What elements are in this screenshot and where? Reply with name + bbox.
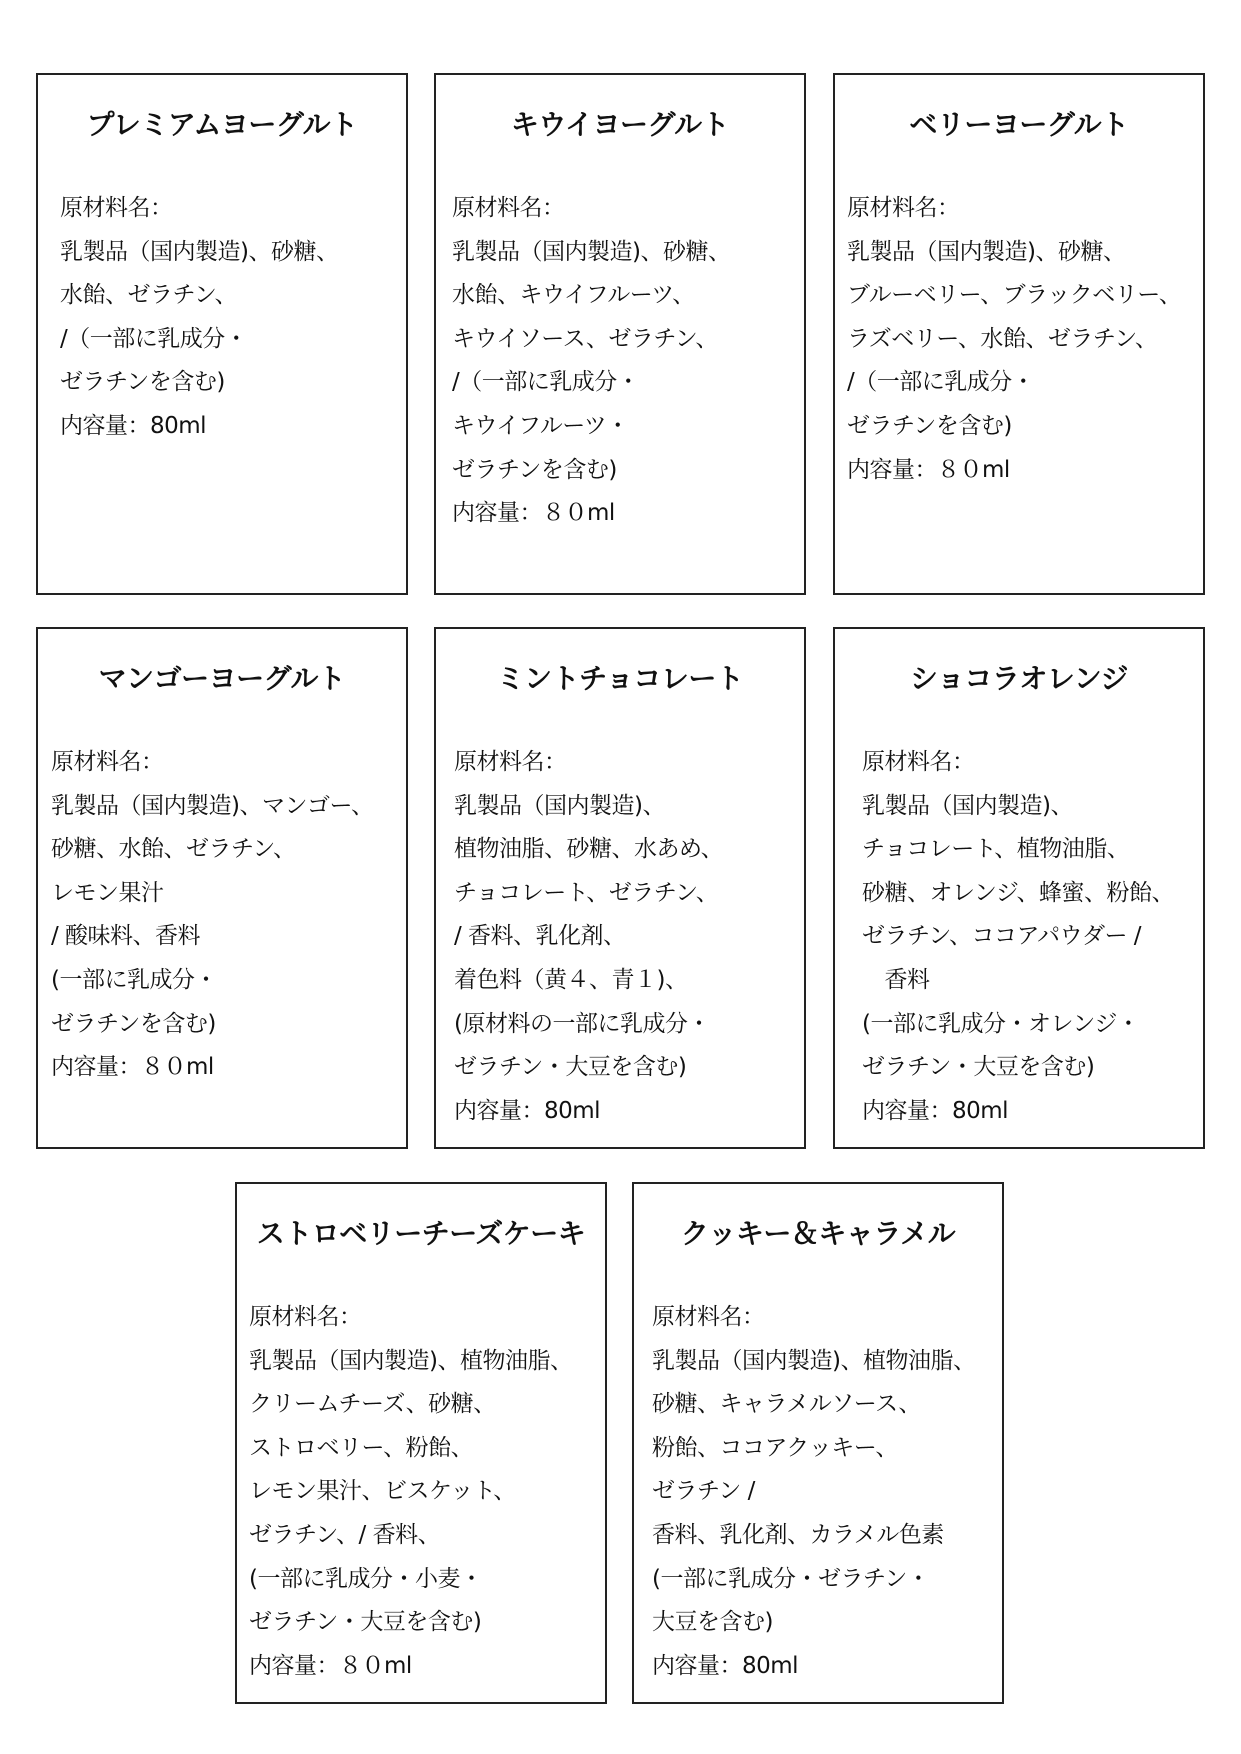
- ingredient-line: 乳製品（国内製造)、: [862, 792, 1073, 819]
- ingredient-line: 原材料名：: [452, 195, 565, 221]
- ingredient-line: (一部に乳成分・オレンジ・: [862, 1010, 1140, 1037]
- card-title: ストロベリーチーズケーキ: [256, 1217, 586, 1250]
- ingredient-line: ゼラチン、ココアパウダー /: [862, 923, 1142, 950]
- ingredient-line: /（一部に乳成分・: [452, 369, 640, 396]
- ingredient-line: 水飴、ゼラチン、: [60, 282, 238, 309]
- ingredient-line: 乳製品（国内製造)、植物油脂、: [249, 1347, 573, 1374]
- card-title: ベリーヨーグルト: [909, 108, 1129, 141]
- ingredient-line: ブルーベリー、ブラックベリー、: [847, 282, 1182, 309]
- ingredient-line: 内容量：８０ml: [452, 500, 615, 527]
- ingredient-line: 着色料（黄４、青１)、: [454, 966, 688, 993]
- label-card-kiwi-yogurt: [434, 73, 806, 595]
- ingredient-line: ゼラチンを含む): [452, 456, 617, 483]
- ingredient-line: 原材料名：: [652, 1304, 765, 1330]
- label-card-mango-yogurt: [36, 627, 408, 1149]
- ingredient-line: 乳製品（国内製造)、砂糖、: [60, 238, 339, 265]
- ingredient-line: 内容量：80ml: [652, 1652, 799, 1679]
- ingredient-line: ゼラチンを含む): [51, 1010, 216, 1037]
- ingredient-line: ラズベリー、水飴、ゼラチン、: [847, 325, 1158, 352]
- ingredient-line: (一部に乳成分・: [51, 966, 217, 993]
- ingredient-line: 内容量：80ml: [862, 1097, 1009, 1124]
- ingredient-line: 粉飴、ココアクッキー、: [652, 1434, 898, 1461]
- ingredient-line: 香料、乳化剤、カラメル色素: [652, 1521, 944, 1548]
- label-card-strawberry-cheesecake: [235, 1182, 607, 1704]
- ingredient-line: 原材料名：: [454, 749, 567, 775]
- ingredient-line: ゼラチンを含む): [60, 369, 225, 396]
- label-card-chocolat-orange: [833, 627, 1205, 1149]
- card-title: クッキー＆キャラメル: [680, 1217, 956, 1250]
- card-title: ショコラオレンジ: [909, 662, 1129, 695]
- label-card-mint-chocolate: [434, 627, 806, 1149]
- ingredient-line: 砂糖、オレンジ、蜂蜜、粉飴、: [862, 879, 1175, 906]
- ingredient-line: 内容量：８０ml: [847, 456, 1010, 483]
- ingredient-line: 内容量：80ml: [60, 412, 207, 439]
- ingredient-line: ゼラチン、/ 香料、: [249, 1521, 441, 1548]
- ingredient-line: ストロベリー、粉飴、: [249, 1434, 474, 1461]
- ingredient-line: / 香料、乳化剤、: [454, 923, 626, 950]
- ingredient-line: 原材料名：: [249, 1304, 362, 1330]
- ingredients: [862, 741, 1174, 1133]
- ingredient-line: 原材料名：: [60, 195, 173, 221]
- ingredient-line: 乳製品（国内製造)、: [454, 792, 665, 819]
- ingredient-line: ゼラチン・大豆を含む): [249, 1609, 482, 1636]
- ingredient-line: 原材料名：: [862, 749, 975, 775]
- ingredient-line: /（一部に乳成分・: [847, 369, 1035, 396]
- label-card-cookie-caramel: [632, 1182, 1004, 1704]
- ingredient-line: 原材料名：: [51, 749, 164, 775]
- ingredients: [249, 1296, 572, 1688]
- ingredient-line: 植物油脂、砂糖、水あめ、: [454, 836, 724, 863]
- ingredient-line: 水飴、キウイフルーツ、: [452, 282, 695, 309]
- ingredient-line: 乳製品（国内製造)、砂糖、: [452, 238, 731, 265]
- ingredient-line: キウイソース、ゼラチン、: [452, 325, 718, 352]
- ingredient-line: (原材料の一部に乳成分・: [454, 1010, 710, 1037]
- ingredients: [454, 741, 723, 1133]
- ingredient-line: / 酸味料、香料: [51, 923, 201, 950]
- ingredients: [847, 187, 1181, 492]
- ingredients: [452, 187, 730, 536]
- ingredients: [60, 187, 338, 449]
- ingredient-line: 大豆を含む): [652, 1609, 773, 1636]
- card-title: キウイヨーグルト: [510, 108, 730, 141]
- ingredient-line: 乳製品（国内製造)、マンゴー、: [51, 792, 374, 819]
- card-title: ミントチョコレート: [496, 662, 744, 695]
- label-card-berry-yogurt: [833, 73, 1205, 595]
- ingredient-line: /（一部に乳成分・: [60, 325, 248, 352]
- ingredients: [652, 1296, 975, 1688]
- ingredient-line: ゼラチン /: [652, 1478, 755, 1505]
- ingredient-line: 原材料名：: [847, 195, 960, 221]
- ingredient-line: 香料: [862, 966, 930, 993]
- ingredient-line: チョコレート、植物油脂、: [862, 836, 1130, 863]
- ingredient-line: クリームチーズ、砂糖、: [249, 1391, 496, 1418]
- card-title: プレミアムヨーグルト: [86, 108, 358, 141]
- ingredient-line: 砂糖、水飴、ゼラチン、: [51, 836, 296, 863]
- ingredient-line: チョコレート、ゼラチン、: [454, 879, 719, 906]
- label-card-premium-yogurt: [36, 73, 408, 595]
- ingredient-line: (一部に乳成分・小麦・: [249, 1565, 483, 1592]
- card-title: マンゴーヨーグルト: [98, 662, 346, 695]
- ingredient-line: レモン果汁: [51, 879, 164, 906]
- ingredient-line: キウイフルーツ・: [452, 412, 629, 439]
- ingredient-line: 砂糖、キャラメルソース、: [652, 1391, 921, 1418]
- ingredient-line: ゼラチンを含む): [847, 412, 1012, 439]
- ingredient-line: ゼラチン・大豆を含む): [862, 1054, 1095, 1081]
- ingredient-line: 乳製品（国内製造)、砂糖、: [847, 238, 1126, 265]
- ingredient-line: レモン果汁、ビスケット、: [249, 1478, 516, 1505]
- ingredient-line: 内容量：８０ml: [249, 1652, 412, 1679]
- ingredient-line: 内容量：80ml: [454, 1097, 601, 1124]
- ingredients: [51, 741, 374, 1090]
- ingredient-line: ゼラチン・大豆を含む): [454, 1054, 687, 1081]
- ingredient-line: 内容量：８０ml: [51, 1054, 214, 1081]
- ingredient-line: (一部に乳成分・ゼラチン・: [652, 1565, 930, 1592]
- ingredient-line: 乳製品（国内製造)、植物油脂、: [652, 1347, 976, 1374]
